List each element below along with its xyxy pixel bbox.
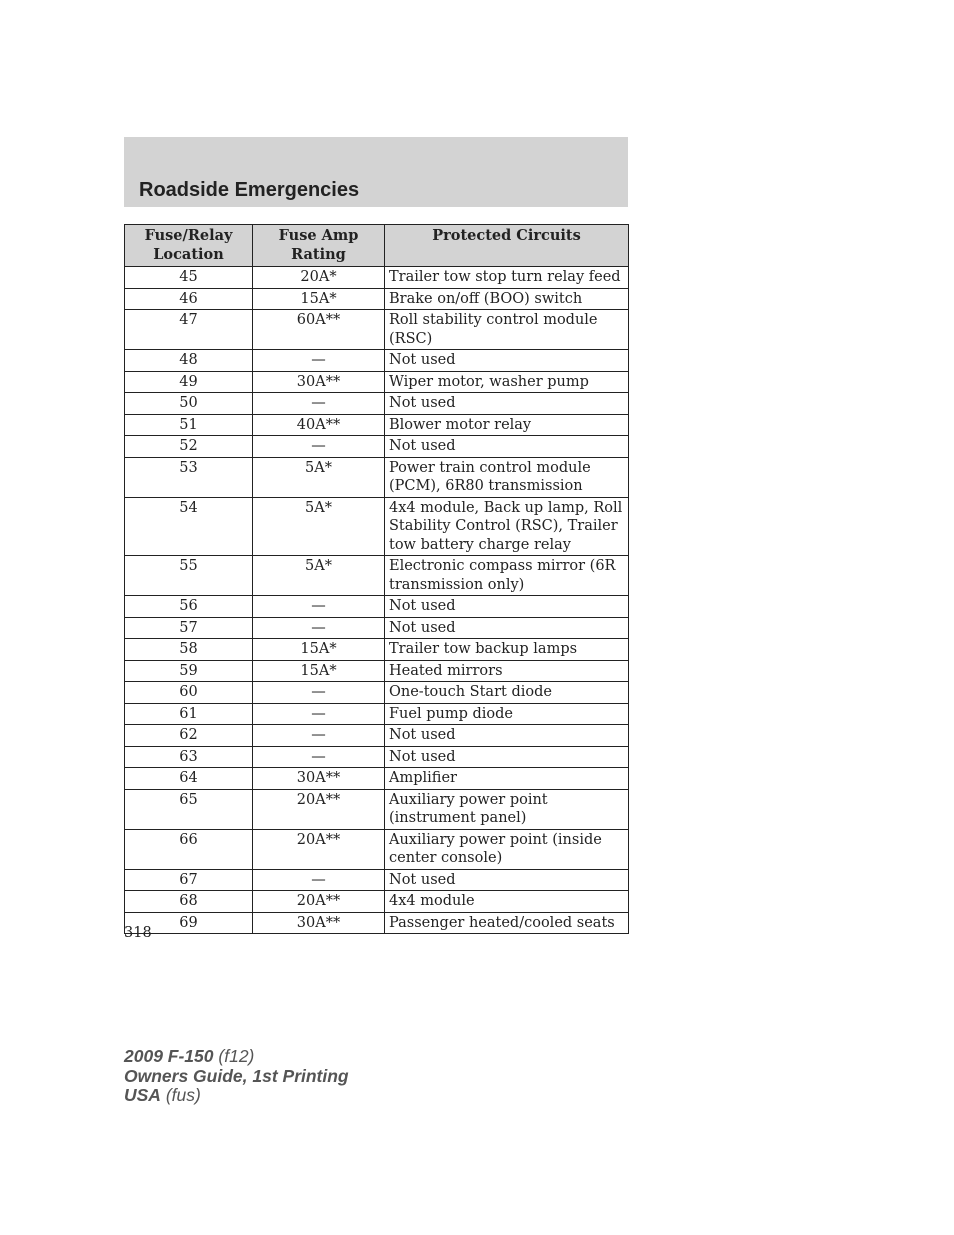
cell-amp-rating: —	[253, 703, 385, 725]
table-row	[125, 457, 629, 497]
cell-amp-rating: 40A**	[253, 414, 385, 436]
table-row	[125, 912, 629, 934]
table-row	[125, 829, 629, 869]
cell-location: 61	[125, 703, 253, 725]
table-header-row	[125, 225, 629, 267]
cell-protected-circuits: Not used	[385, 725, 629, 747]
cell-location: 63	[125, 746, 253, 768]
table-row	[125, 789, 629, 829]
cell-location: 64	[125, 768, 253, 790]
cell-protected-circuits: Trailer tow stop turn relay feed	[385, 267, 629, 289]
cell-protected-circuits: Auxiliary power point (inside center console)	[385, 829, 629, 869]
cell-amp-rating: 30A**	[253, 912, 385, 934]
table-row	[125, 617, 629, 639]
cell-protected-circuits: Not used	[385, 350, 629, 372]
cell-protected-circuits: Trailer tow backup lamps	[385, 639, 629, 661]
cell-protected-circuits: Electronic compass mirror (6R transmission only)	[385, 556, 629, 596]
table-row	[125, 891, 629, 913]
cell-location: 65	[125, 789, 253, 829]
cell-protected-circuits: Blower motor relay	[385, 414, 629, 436]
cell-amp-rating: 5A*	[253, 457, 385, 497]
header-amp-rating: Fuse Amp Rating	[253, 225, 385, 267]
cell-amp-rating: 20A**	[253, 891, 385, 913]
table-row	[125, 725, 629, 747]
cell-protected-circuits: Not used	[385, 869, 629, 891]
cell-amp-rating: 20A**	[253, 789, 385, 829]
cell-amp-rating: —	[253, 746, 385, 768]
cell-location: 60	[125, 682, 253, 704]
cell-location: 52	[125, 436, 253, 458]
cell-amp-rating: 30A**	[253, 768, 385, 790]
cell-amp-rating: —	[253, 350, 385, 372]
cell-protected-circuits: Not used	[385, 436, 629, 458]
table-row	[125, 660, 629, 682]
cell-protected-circuits: Fuel pump diode	[385, 703, 629, 725]
cell-location: 57	[125, 617, 253, 639]
cell-location: 48	[125, 350, 253, 372]
table-row	[125, 596, 629, 618]
table-row	[125, 267, 629, 289]
cell-location: 50	[125, 393, 253, 415]
cell-amp-rating: 15A*	[253, 660, 385, 682]
cell-amp-rating: —	[253, 725, 385, 747]
table-row	[125, 497, 629, 556]
cell-protected-circuits: Amplifier	[385, 768, 629, 790]
cell-amp-rating: 60A**	[253, 310, 385, 350]
header-protected-circuits: Protected Circuits	[385, 225, 629, 267]
footer-line-2	[124, 1067, 349, 1087]
section-title: Roadside Emergencies	[139, 179, 360, 201]
cell-protected-circuits: Passenger heated/cooled seats	[385, 912, 629, 934]
cell-location: 47	[125, 310, 253, 350]
cell-location: 56	[125, 596, 253, 618]
cell-amp-rating: —	[253, 596, 385, 618]
cell-amp-rating: 20A*	[253, 267, 385, 289]
footer-model: 2009 F-150	[124, 1046, 214, 1066]
section-header-band	[124, 137, 628, 207]
cell-amp-rating: 5A*	[253, 556, 385, 596]
cell-location: 67	[125, 869, 253, 891]
footer-market-code: (fus)	[165, 1085, 201, 1105]
cell-amp-rating: —	[253, 682, 385, 704]
table-row	[125, 393, 629, 415]
cell-protected-circuits: Wiper motor, washer pump	[385, 371, 629, 393]
cell-protected-circuits: 4x4 module	[385, 891, 629, 913]
footer-guide: Owners Guide, 1st Printing	[124, 1065, 349, 1086]
cell-location: 58	[125, 639, 253, 661]
cell-location: 51	[125, 414, 253, 436]
cell-protected-circuits: Power train control module (PCM), 6R80 transmission	[385, 457, 629, 497]
table-row	[125, 556, 629, 596]
table-row	[125, 682, 629, 704]
cell-location: 45	[125, 267, 253, 289]
cell-amp-rating: —	[253, 436, 385, 458]
cell-location: 46	[125, 288, 253, 310]
cell-location: 53	[125, 457, 253, 497]
cell-location: 49	[125, 371, 253, 393]
cell-protected-circuits: Roll stability control module (RSC)	[385, 310, 629, 350]
page-number: 318	[124, 925, 152, 941]
cell-protected-circuits: Not used	[385, 617, 629, 639]
cell-location: 54	[125, 497, 253, 556]
table-row	[125, 288, 629, 310]
cell-location: 66	[125, 829, 253, 869]
footer-line-3	[124, 1086, 349, 1106]
table-row	[125, 414, 629, 436]
footer	[124, 1047, 349, 1106]
cell-protected-circuits: Heated mirrors	[385, 660, 629, 682]
footer-model-code: (f12)	[218, 1046, 255, 1066]
table-row	[125, 350, 629, 372]
cell-protected-circuits: Not used	[385, 746, 629, 768]
cell-location: 68	[125, 891, 253, 913]
table-row	[125, 639, 629, 661]
table-row	[125, 436, 629, 458]
footer-market: USA	[124, 1085, 161, 1105]
cell-amp-rating: 30A**	[253, 371, 385, 393]
table-body	[125, 267, 629, 934]
cell-protected-circuits: One-touch Start diode	[385, 682, 629, 704]
table-row	[125, 703, 629, 725]
cell-amp-rating: 15A*	[253, 288, 385, 310]
cell-location: 59	[125, 660, 253, 682]
table-row	[125, 746, 629, 768]
cell-protected-circuits: 4x4 module, Back up lamp, Roll Stability Control (RSC), Trailer tow battery charge relay	[385, 497, 629, 556]
table-row	[125, 310, 629, 350]
cell-protected-circuits: Not used	[385, 596, 629, 618]
cell-amp-rating: 20A**	[253, 829, 385, 869]
footer-line-1	[124, 1047, 349, 1067]
cell-amp-rating: —	[253, 393, 385, 415]
cell-location: 55	[125, 556, 253, 596]
cell-protected-circuits: Brake on/off (BOO) switch	[385, 288, 629, 310]
header-location: Fuse/Relay Location	[125, 225, 253, 267]
cell-amp-rating: —	[253, 869, 385, 891]
table-row	[125, 768, 629, 790]
table-row	[125, 869, 629, 891]
cell-amp-rating: 15A*	[253, 639, 385, 661]
cell-protected-circuits: Not used	[385, 393, 629, 415]
cell-location: 62	[125, 725, 253, 747]
cell-amp-rating: —	[253, 617, 385, 639]
table-row	[125, 371, 629, 393]
cell-amp-rating: 5A*	[253, 497, 385, 556]
cell-location: 69	[125, 912, 253, 934]
cell-protected-circuits: Auxiliary power point (instrument panel)	[385, 789, 629, 829]
fuse-table	[124, 224, 629, 934]
